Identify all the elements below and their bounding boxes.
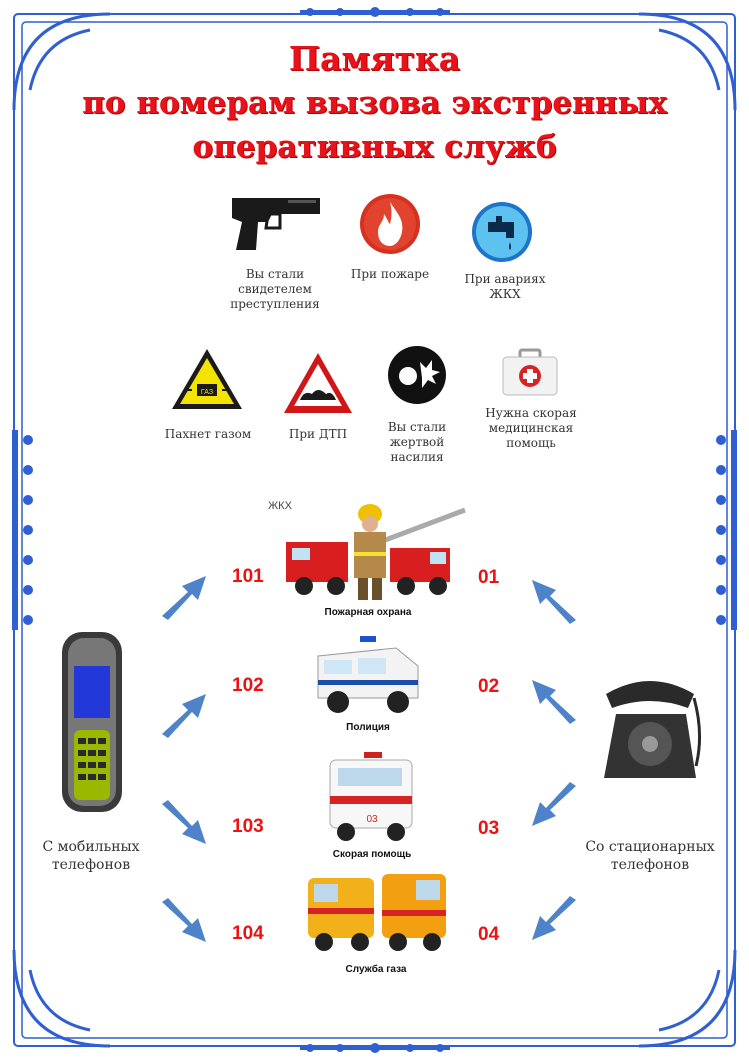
mobile-number-gas: 104 <box>232 923 264 944</box>
caption-accident: При ДТП <box>288 427 348 441</box>
svg-text:ГАЗ: ГАЗ <box>200 389 214 396</box>
service-name-ambulance: Скорая помощь <box>332 849 412 860</box>
landline-number-fire: 01 <box>478 567 500 588</box>
page-title: Памятка <box>288 39 461 78</box>
caption-medical: Нужна скорая медицинская помощь <box>485 406 577 450</box>
caption-utility: При авариях ЖКХ <box>464 272 546 301</box>
arrow-down-left-icon <box>526 892 582 948</box>
first-aid-kit-icon <box>500 348 560 398</box>
arrow-down-right-icon <box>156 796 212 852</box>
svg-text:03: 03 <box>366 814 378 825</box>
arrow-up-left-icon <box>526 672 582 728</box>
fire-truck-icon <box>280 502 470 602</box>
landline-label: Со стационарных телефонов <box>585 839 715 874</box>
landline-phone-icon <box>596 674 706 784</box>
arrow-down-right-icon <box>156 894 212 950</box>
caption-gas: Пахнет газом <box>164 427 252 441</box>
arrow-up-left-icon <box>526 572 582 628</box>
service-name-police: Полиция <box>346 722 390 733</box>
landline-number-police: 02 <box>478 676 500 697</box>
mobile-number-police: 102 <box>232 675 264 696</box>
landline-number-gas: 04 <box>478 924 500 945</box>
caption-crime: Вы стали свидетелем преступления <box>230 267 320 311</box>
landline-number-ambulance: 03 <box>478 818 500 839</box>
ambulance-icon <box>324 752 420 842</box>
service-name-gas: Служба газа <box>345 964 407 975</box>
arrow-up-right-icon <box>156 568 212 624</box>
arrow-up-right-icon <box>156 686 212 742</box>
caption-fire: При пожаре <box>350 267 430 281</box>
page-subtitle-line2: оперативных служб <box>192 129 557 165</box>
police-car-icon <box>310 636 426 716</box>
fire-icon <box>358 192 422 256</box>
car-crash-icon <box>282 350 354 416</box>
caption-violence: Вы стали жертвой насилия <box>387 420 447 464</box>
mobile-number-fire: 101 <box>232 566 264 587</box>
arrow-down-left-icon <box>526 778 582 834</box>
mobile-number-ambulance: 103 <box>232 816 264 837</box>
mobile-phone-icon <box>58 630 126 814</box>
violence-icon <box>386 344 448 406</box>
gas-warning-icon <box>170 346 244 412</box>
pistol-icon <box>228 192 324 254</box>
faded-label: ЖКХ <box>268 500 292 512</box>
page-subtitle-line1: по номерам вызова экстренных <box>82 85 667 121</box>
mobile-label: С мобильных телефонов <box>42 839 140 874</box>
gas-service-van-icon <box>304 870 450 956</box>
service-name-fire: Пожарная охрана <box>324 607 412 618</box>
water-tap-icon <box>470 200 534 264</box>
